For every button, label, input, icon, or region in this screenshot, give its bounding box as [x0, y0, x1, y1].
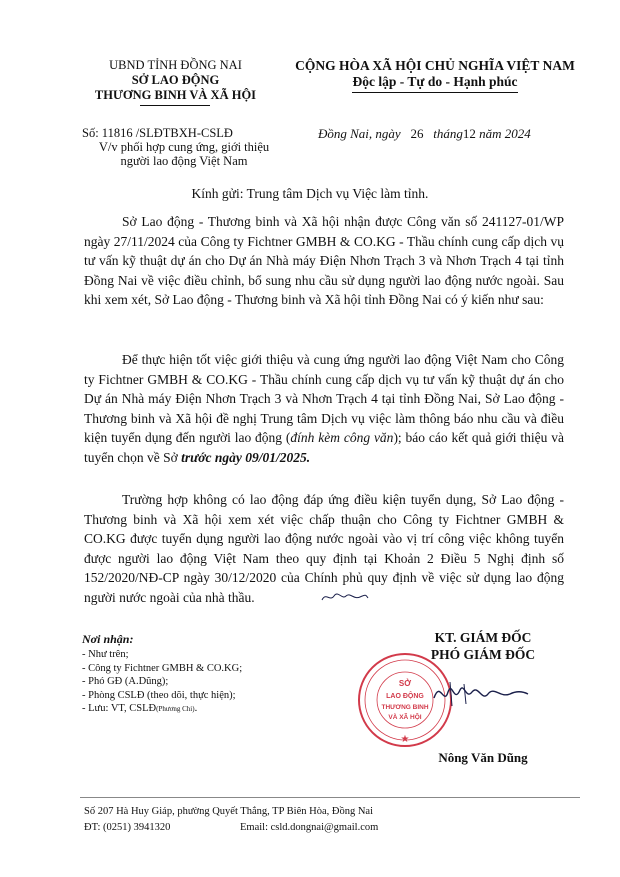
recipient-archive-end: .	[194, 703, 198, 714]
signer-name: Nông Văn Dũng	[438, 750, 528, 765]
greeting: Kính gửi: Trung tâm Dịch vụ Việc làm tỉnh.	[191, 186, 429, 201]
recipient-item: - Phó GĐ (A.Dũng);	[82, 676, 169, 687]
recipient-item: - Phòng CSLĐ (theo dõi, thực hiện);	[82, 689, 236, 701]
date-place: Đồng Nai, ngày	[318, 126, 401, 141]
recipient-item: - Công ty Fichtner GMBH & CO.KG;	[82, 662, 243, 674]
paragraph-3-text: Trường hợp không có lao động đáp ứng điều kiện tuyển dụng, Sở Lao động - Thương binh và Xã hội xem xét việc chấp thuận cho Công ty Fichtner GMBH & CO.KG được tuyển dụng người lao động nước ngoài vào vị trí công việc không tuyển được người lao động Việt Nam theo quy định tại Khoản 2 Điều 5 Nghị định số 152/2020/NĐ-CP ngày 30/12/2020 của Chính phủ quy định về việc sử dụng lao động người nước ngoài của nhà thầu.	[84, 492, 564, 605]
recipient-archive-author: (Phương Chi)	[156, 705, 195, 713]
date-month: 12	[462, 126, 476, 141]
initial-mark	[320, 590, 370, 604]
document-number: Số: 11816 /SLĐTBXH-CSLĐ	[82, 126, 233, 140]
date-day: 26	[410, 126, 424, 141]
stamp-text-1: SỞ	[398, 679, 412, 688]
stamp-text-4: VÀ XÃ HỘI	[388, 714, 422, 721]
paragraph-2-part-b: ); báo cáo kết quả giới thiệu và tuyển chọn về Sở	[84, 430, 564, 465]
recipient-archive: - Lưu: VT, CSLĐ	[82, 703, 157, 714]
handwritten-signature	[430, 670, 530, 720]
issuer-department: SỞ LAO ĐỘNG	[131, 73, 220, 87]
body-paragraph-2	[84, 350, 564, 467]
date-year: năm 2024	[479, 126, 531, 141]
recipient-item: - Như trên;	[82, 649, 129, 660]
stamp-text-2: LAO ĐỘNG	[386, 693, 424, 700]
footer-phone: ĐT: (0251) 3941320	[84, 822, 171, 833]
recipient-item	[82, 702, 242, 717]
paragraph-2-text	[84, 350, 564, 467]
document-date	[318, 126, 531, 142]
footer-address: Số 207 Hà Huy Giáp, phường Quyết Thắng, TP Biên Hòa, Đồng Nai	[84, 806, 373, 817]
national-heading	[285, 58, 585, 90]
signature-title-1: KT. GIÁM ĐỐC	[434, 630, 532, 645]
stamp-star-icon: ★	[400, 734, 410, 745]
paragraph-2-italic: đính kèm công văn	[290, 430, 394, 445]
motto-underline	[352, 92, 518, 93]
national-motto: Độc lập - Tự do - Hạnh phúc	[352, 74, 518, 89]
document-subject: V/v phối hợp cung ứng, giới thiệu người lao động Việt Nam	[98, 140, 270, 168]
paragraph-1-text: Sở Lao động - Thương binh và Xã hội nhận được Công văn số 241127-01/WP ngày 27/11/2024 của Công ty Fichtner GMBH & CO.KG - Thầu chính cung cấp dịch vụ tư vấn kỹ thuật dự án cho Dự án Nhà máy Điện Nhơn Trạch 3 và Nhơn Trạch 4 tại tỉnh Đồng Nai về việc điều chỉnh, bổ sung nhu cầu sử dụng người lao động nước ngoài. Sau khi xem xét, Sở Lao động - Thương binh và Xã hội tỉnh Đồng Nai có ý kiến như sau:	[84, 214, 564, 307]
signature-title-2: PHÓ GIÁM ĐỐC	[430, 647, 536, 662]
body-paragraph-1	[84, 212, 564, 310]
issuer-underline	[140, 105, 210, 106]
issuer-province: UBND TỈNH ĐỒNG NAI	[109, 58, 242, 72]
recipients-title: Nơi nhận:	[82, 632, 134, 646]
footer-email: Email: csld.dongnai@gmail.com	[240, 822, 379, 833]
national-title: CỘNG HÒA XÃ HỘI CHỦ NGHĨA VIỆT NAM	[295, 58, 575, 73]
paragraph-2-part-a: Để thực hiện tốt việc giới thiệu và cung ứng người lao động Việt Nam cho Công ty Fichtner GMBH & CO.KG - Thầu chính cung cấp dịch vụ tư vấn kỹ thuật dự án cho Dự án Nhà máy Điện Nhơn Trạch 3 và Nhơn Trạch 4 tại tỉnh Đồng Nai, Sở Lao động - Thương binh và Xã hội đề nghị Trung tâm Dịch vụ việc làm thông báo nhu cầu và điều kiện tuyển dụng đến người lao động (	[84, 352, 564, 445]
stamp-text-3: THƯƠNG BINH	[381, 704, 429, 711]
issuer-department-2: THƯƠNG BINH VÀ XÃ HỘI	[94, 88, 257, 102]
issuer-block	[78, 58, 273, 103]
recipients-list	[82, 648, 242, 717]
paragraph-2-deadline: trước ngày 09/01/2025.	[181, 449, 311, 465]
footer-divider	[80, 797, 580, 798]
date-month-label: tháng	[433, 126, 463, 141]
